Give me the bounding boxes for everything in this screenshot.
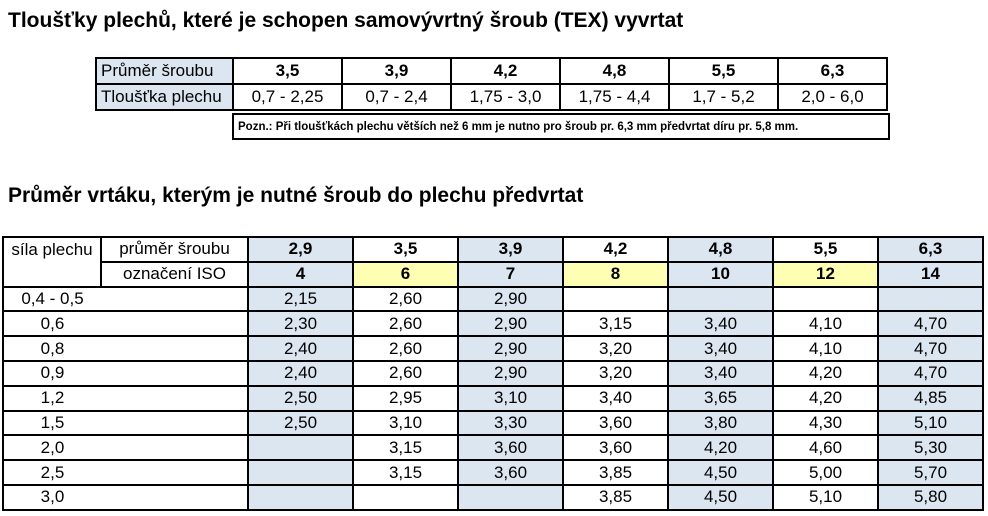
drill-diameter-cell: 3,20	[563, 361, 668, 386]
drill-diameter-cell: 2,15	[248, 287, 353, 312]
screw-diameter-header-cell: 3,9	[458, 237, 563, 262]
sheet-thickness-label-cell	[3, 336, 248, 361]
predrill-diameter-table	[2, 236, 984, 511]
drill-diameter-cell: 3,80	[668, 411, 773, 436]
sheet-thickness-label-cell	[3, 311, 248, 336]
drill-diameter-cell: 3,60	[563, 411, 668, 436]
sheet-thickness-range-cell: 1,75 - 4,4	[560, 84, 669, 110]
screw-diameter-header-cell: 3,5	[353, 237, 458, 262]
drill-diameter-cell: 5,30	[878, 435, 983, 460]
drill-diameter-cell	[878, 287, 983, 312]
screw-diameter-row-label: Průměr šroubu	[96, 58, 233, 84]
drill-diameter-cell	[353, 485, 458, 510]
table-row	[3, 386, 983, 411]
sheet-thickness-row	[96, 84, 887, 110]
screw-diameter-value-cell: 6,3	[778, 58, 887, 84]
tex-screw-thickness-table	[95, 57, 888, 111]
drill-diameter-cell: 3,60	[458, 460, 563, 485]
drill-diameter-cell: 2,90	[458, 311, 563, 336]
screw-diameter-row	[96, 58, 887, 84]
sheet-thickness-label-cell	[3, 411, 248, 436]
drill-diameter-cell: 2,90	[458, 287, 563, 312]
drill-diameter-cell: 3,15	[353, 460, 458, 485]
drill-diameter-cell: 3,10	[458, 386, 563, 411]
iso-number-cell: 7	[458, 262, 563, 287]
drill-diameter-cell: 3,60	[563, 435, 668, 460]
row-label-text: 0,6	[40, 313, 65, 333]
drill-diameter-cell: 2,90	[458, 336, 563, 361]
drill-diameter-cell: 2,40	[248, 361, 353, 386]
sheet-thickness-label-cell	[3, 485, 248, 510]
drill-diameter-cell: 3,85	[563, 485, 668, 510]
sheet-thickness-range-cell: 1,75 - 3,0	[451, 84, 560, 110]
drill-diameter-cell: 4,20	[773, 361, 878, 386]
row-label-text: 2,0	[40, 437, 65, 457]
sheet-thickness-label-cell	[3, 386, 248, 411]
drill-diameter-cell: 3,40	[563, 386, 668, 411]
row-label-text: 1,5	[40, 412, 65, 432]
drill-diameter-cell: 3,40	[668, 336, 773, 361]
drill-diameter-cell: 4,10	[773, 336, 878, 361]
iso-number-cell: 14	[878, 262, 983, 287]
table-row	[3, 460, 983, 485]
drill-diameter-cell: 4,70	[878, 311, 983, 336]
drill-diameter-cell: 3,15	[563, 311, 668, 336]
iso-designation-header-row	[3, 262, 983, 287]
note-box: Pozn.: Při tloušťkách plechu větších než 6 mm je nutno pro šroub pr. 6,3 mm předvrtat díru pr. 5,8 mm.	[232, 113, 890, 140]
drill-diameter-cell: 2,50	[248, 411, 353, 436]
drill-diameter-cell	[563, 287, 668, 312]
screw-diameter-value-cell: 4,2	[451, 58, 560, 84]
iso-number-cell: 12	[773, 262, 878, 287]
drill-diameter-cell: 3,15	[353, 435, 458, 460]
sheet-thickness-range-cell: 0,7 - 2,4	[342, 84, 451, 110]
screw-diameter-header-row	[3, 237, 983, 262]
drill-diameter-cell: 4,20	[773, 386, 878, 411]
drill-diameter-cell: 4,70	[878, 361, 983, 386]
drill-diameter-cell: 5,80	[878, 485, 983, 510]
row-label-text: 2,5	[40, 462, 65, 482]
drill-diameter-cell: 3,85	[563, 460, 668, 485]
drill-diameter-cell: 2,50	[248, 386, 353, 411]
iso-number-cell: 4	[248, 262, 353, 287]
table-row	[3, 311, 983, 336]
screw-diameter-value-cell: 3,5	[233, 58, 342, 84]
screw-diameter-header-cell: 5,5	[773, 237, 878, 262]
drill-diameter-cell	[248, 460, 353, 485]
table-row	[3, 336, 983, 361]
drill-diameter-cell	[248, 485, 353, 510]
drill-diameter-cell: 4,60	[773, 435, 878, 460]
drill-diameter-cell: 3,30	[458, 411, 563, 436]
table-row	[3, 485, 983, 510]
drill-diameter-cell: 2,60	[353, 336, 458, 361]
drill-diameter-cell	[668, 287, 773, 312]
sheet-thickness-range-cell: 1,7 - 5,2	[669, 84, 778, 110]
table-row	[3, 287, 983, 312]
sheet-thickness-row-label: Tloušťka plechu	[96, 84, 233, 110]
drill-diameter-cell: 5,10	[878, 411, 983, 436]
screw-diameter-header-label: průměr šroubu	[101, 237, 248, 262]
iso-number-cell: 6	[353, 262, 458, 287]
drill-diameter-cell: 3,40	[668, 361, 773, 386]
iso-number-cell: 10	[668, 262, 773, 287]
drill-diameter-cell: 3,10	[353, 411, 458, 436]
row-label-text: 0,4 - 0,5	[21, 288, 84, 308]
table-row	[3, 361, 983, 386]
drill-diameter-cell: 2,60	[353, 287, 458, 312]
screw-diameter-header-cell: 4,2	[563, 237, 668, 262]
sheet-gauge-corner-label: síla plechu	[3, 237, 101, 287]
sheet-thickness-label-cell	[3, 287, 248, 312]
drill-diameter-cell: 4,50	[668, 460, 773, 485]
row-label-text: 3,0	[40, 487, 65, 507]
drill-diameter-cell: 2,60	[353, 361, 458, 386]
iso-number-cell: 8	[563, 262, 668, 287]
drill-diameter-cell: 2,30	[248, 311, 353, 336]
screw-diameter-value-cell: 4,8	[560, 58, 669, 84]
section1-title: Tloušťky plechů, které je schopen samovývrtný šroub (TEX) vyvrtat	[8, 9, 684, 32]
drill-diameter-cell: 2,60	[353, 311, 458, 336]
screw-diameter-value-cell: 3,9	[342, 58, 451, 84]
drill-diameter-cell: 2,95	[353, 386, 458, 411]
sheet-thickness-label-cell	[3, 460, 248, 485]
drill-diameter-cell: 3,20	[563, 336, 668, 361]
drill-diameter-cell	[248, 435, 353, 460]
drill-diameter-cell: 5,00	[773, 460, 878, 485]
drill-diameter-cell: 2,40	[248, 336, 353, 361]
drill-diameter-cell	[773, 287, 878, 312]
row-label-text: 0,9	[40, 363, 65, 383]
drill-diameter-cell: 4,30	[773, 411, 878, 436]
drill-diameter-cell: 3,40	[668, 311, 773, 336]
sheet-thickness-range-cell: 2,0 - 6,0	[778, 84, 887, 110]
screw-diameter-header-cell: 6,3	[878, 237, 983, 262]
drill-diameter-cell: 5,10	[773, 485, 878, 510]
row-label-text: 1,2	[40, 388, 65, 408]
drill-diameter-cell: 4,70	[878, 336, 983, 361]
table-row	[3, 411, 983, 436]
drill-diameter-cell: 4,20	[668, 435, 773, 460]
section2-title: Průměr vrtáku, kterým je nutné šroub do plechu předvrtat	[8, 184, 584, 207]
drill-diameter-cell: 4,85	[878, 386, 983, 411]
drill-diameter-cell: 3,60	[458, 435, 563, 460]
table-row	[3, 435, 983, 460]
drill-diameter-cell	[458, 485, 563, 510]
drill-diameter-cell: 4,50	[668, 485, 773, 510]
drill-diameter-cell: 2,90	[458, 361, 563, 386]
sheet-thickness-label-cell	[3, 435, 248, 460]
drill-diameter-cell: 4,10	[773, 311, 878, 336]
screw-diameter-value-cell: 5,5	[669, 58, 778, 84]
iso-designation-header-label: označení ISO	[101, 262, 248, 287]
row-label-text: 0,8	[40, 338, 65, 358]
drill-diameter-cell: 5,70	[878, 460, 983, 485]
screw-diameter-header-cell: 4,8	[668, 237, 773, 262]
screw-diameter-header-cell: 2,9	[248, 237, 353, 262]
sheet-thickness-label-cell	[3, 361, 248, 386]
drill-diameter-cell: 3,65	[668, 386, 773, 411]
sheet-thickness-range-cell: 0,7 - 2,25	[233, 84, 342, 110]
